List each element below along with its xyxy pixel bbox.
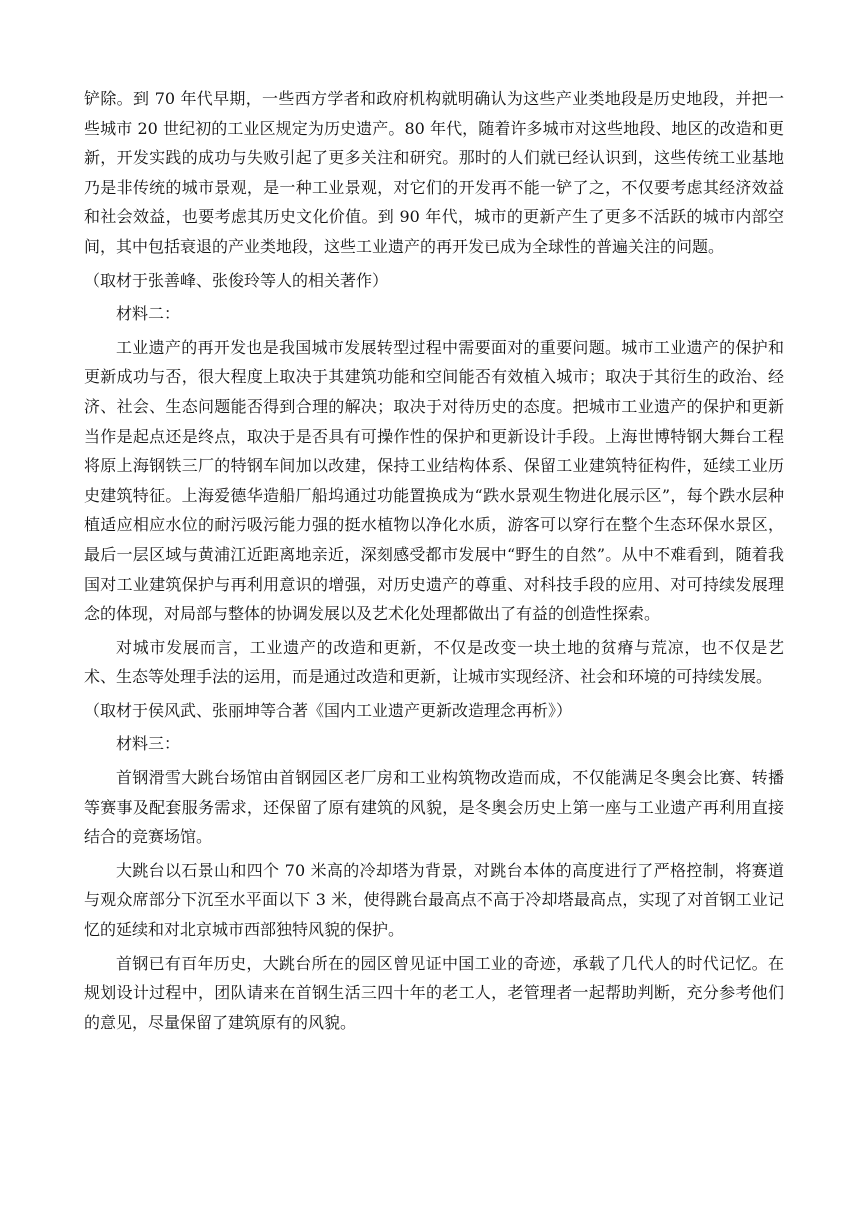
material-2-paragraph-1: 工业遗产的再开发也是我国城市发展转型过程中需要面对的重要问题。城市工业遗产的保护和更新成功与否，很大程度上取决于其建筑功能和空间能否有效植入城市；取决于其衍生的政治、经济、社会、生态问题能否得到合理的解决；取决于对待历史的态度。把城市工业遗产的保护和更新当作是起点还是终点，取决于是否具有可操作性的保护和更新设计手段。上海世博特钢大舞台工程将原上海钢铁三厂的特钢车间加以改建，保持工业结构体系、保留工业建筑特征构件，延续工业历史建筑特征。上海爱德华造船厂船坞通过功能置换成为“跌水景观生物进化展示区”，每个跌水层种植适应相应水位的耐污吸污能力强的挺水植物以净化水质，游客可以穿行在整个生态环保水景区，最后一层区域与黄浦江近距离地亲近，深刻感受都市发展中“野生的自然”。从中不难看到，随着我国对工业建筑保护与再利用意识的增强，对历史遗产的尊重、对科技手段的应用、对可持续发展理念的体现，对局部与整体的协调发展以及艺术化处理都做出了有益的创造性探索。	[84, 337, 784, 624]
source-citation-2: （取材于侯风武、张丽坤等合著《国内工业遗产更新改造理念再析》）	[84, 700, 573, 720]
material-3-heading: 材料三：	[116, 734, 181, 754]
document-page	[84, 84, 784, 1037]
material-3-paragraph-3: 首钢已有百年历史，大跳台所在的园区曾见证中国工业的奇迹，承载了几代人的时代记忆。在规划设计过程中，团队请来在首钢生活三四十年的老工人，老管理者一起帮助判断，充分参考他们的意见，尽量保留了建筑原有的风貌。	[84, 953, 784, 1032]
material-2-heading: 材料二：	[116, 304, 181, 324]
material-3-paragraph-1: 首钢滑雪大跳台场馆由首钢园区老厂房和工业构筑物改造而成，不仅能满足冬奥会比赛、转播等赛事及配套服务需求，还保留了原有建筑的风貌，是冬奥会历史上第一座与工业遗产再利用直接结合的竞赛场馆。	[84, 768, 784, 847]
continued-paragraph: 铲除。到 70 年代早期，一些西方学者和政府机构就明确认为这些产业类地段是历史地段，并把一些城市 20 世纪初的工业区规定为历史遗产。80 年代，随着许多城市对这些地段、地区的改造和更新，开发实践的成功与失败引起了更多关注和研究。那时的人们就已经认识到，这些传统工业基地乃是非传统的城市景观，是一种工业景观，对它们的开发再不能一铲了之，不仅要考虑其经济效益和社会效益，也要考虑其历史文化价值。到 90 年代，城市的更新产生了更多不活跃的城市内部空间，其中包括衰退的产业类地段，这些工业遗产的再开发已成为全球性的普遍关注的问题。	[84, 89, 784, 256]
material-3-paragraph-2: 大跳台以石景山和四个 70 米高的冷却塔为背景，对跳台本体的高度进行了严格控制，将赛道与观众席部分下沉至水平面以下 3 米，使得跳台最高点不高于冷却塔最高点，实现了对首钢工业记忆的延续和对北京城市西部独特风貌的保护。	[84, 860, 784, 940]
source-citation-1: （取材于张善峰、张俊玲等人的相关著作）	[84, 270, 389, 290]
material-2-paragraph-2: 对城市发展而言，工业遗产的改造和更新，不仅是改变一块土地的贫瘠与荒凉，也不仅是艺术、生态等处理手法的运用，而是通过改造和更新，让城市实现经济、社会和环境的可持续发展。	[84, 637, 784, 687]
